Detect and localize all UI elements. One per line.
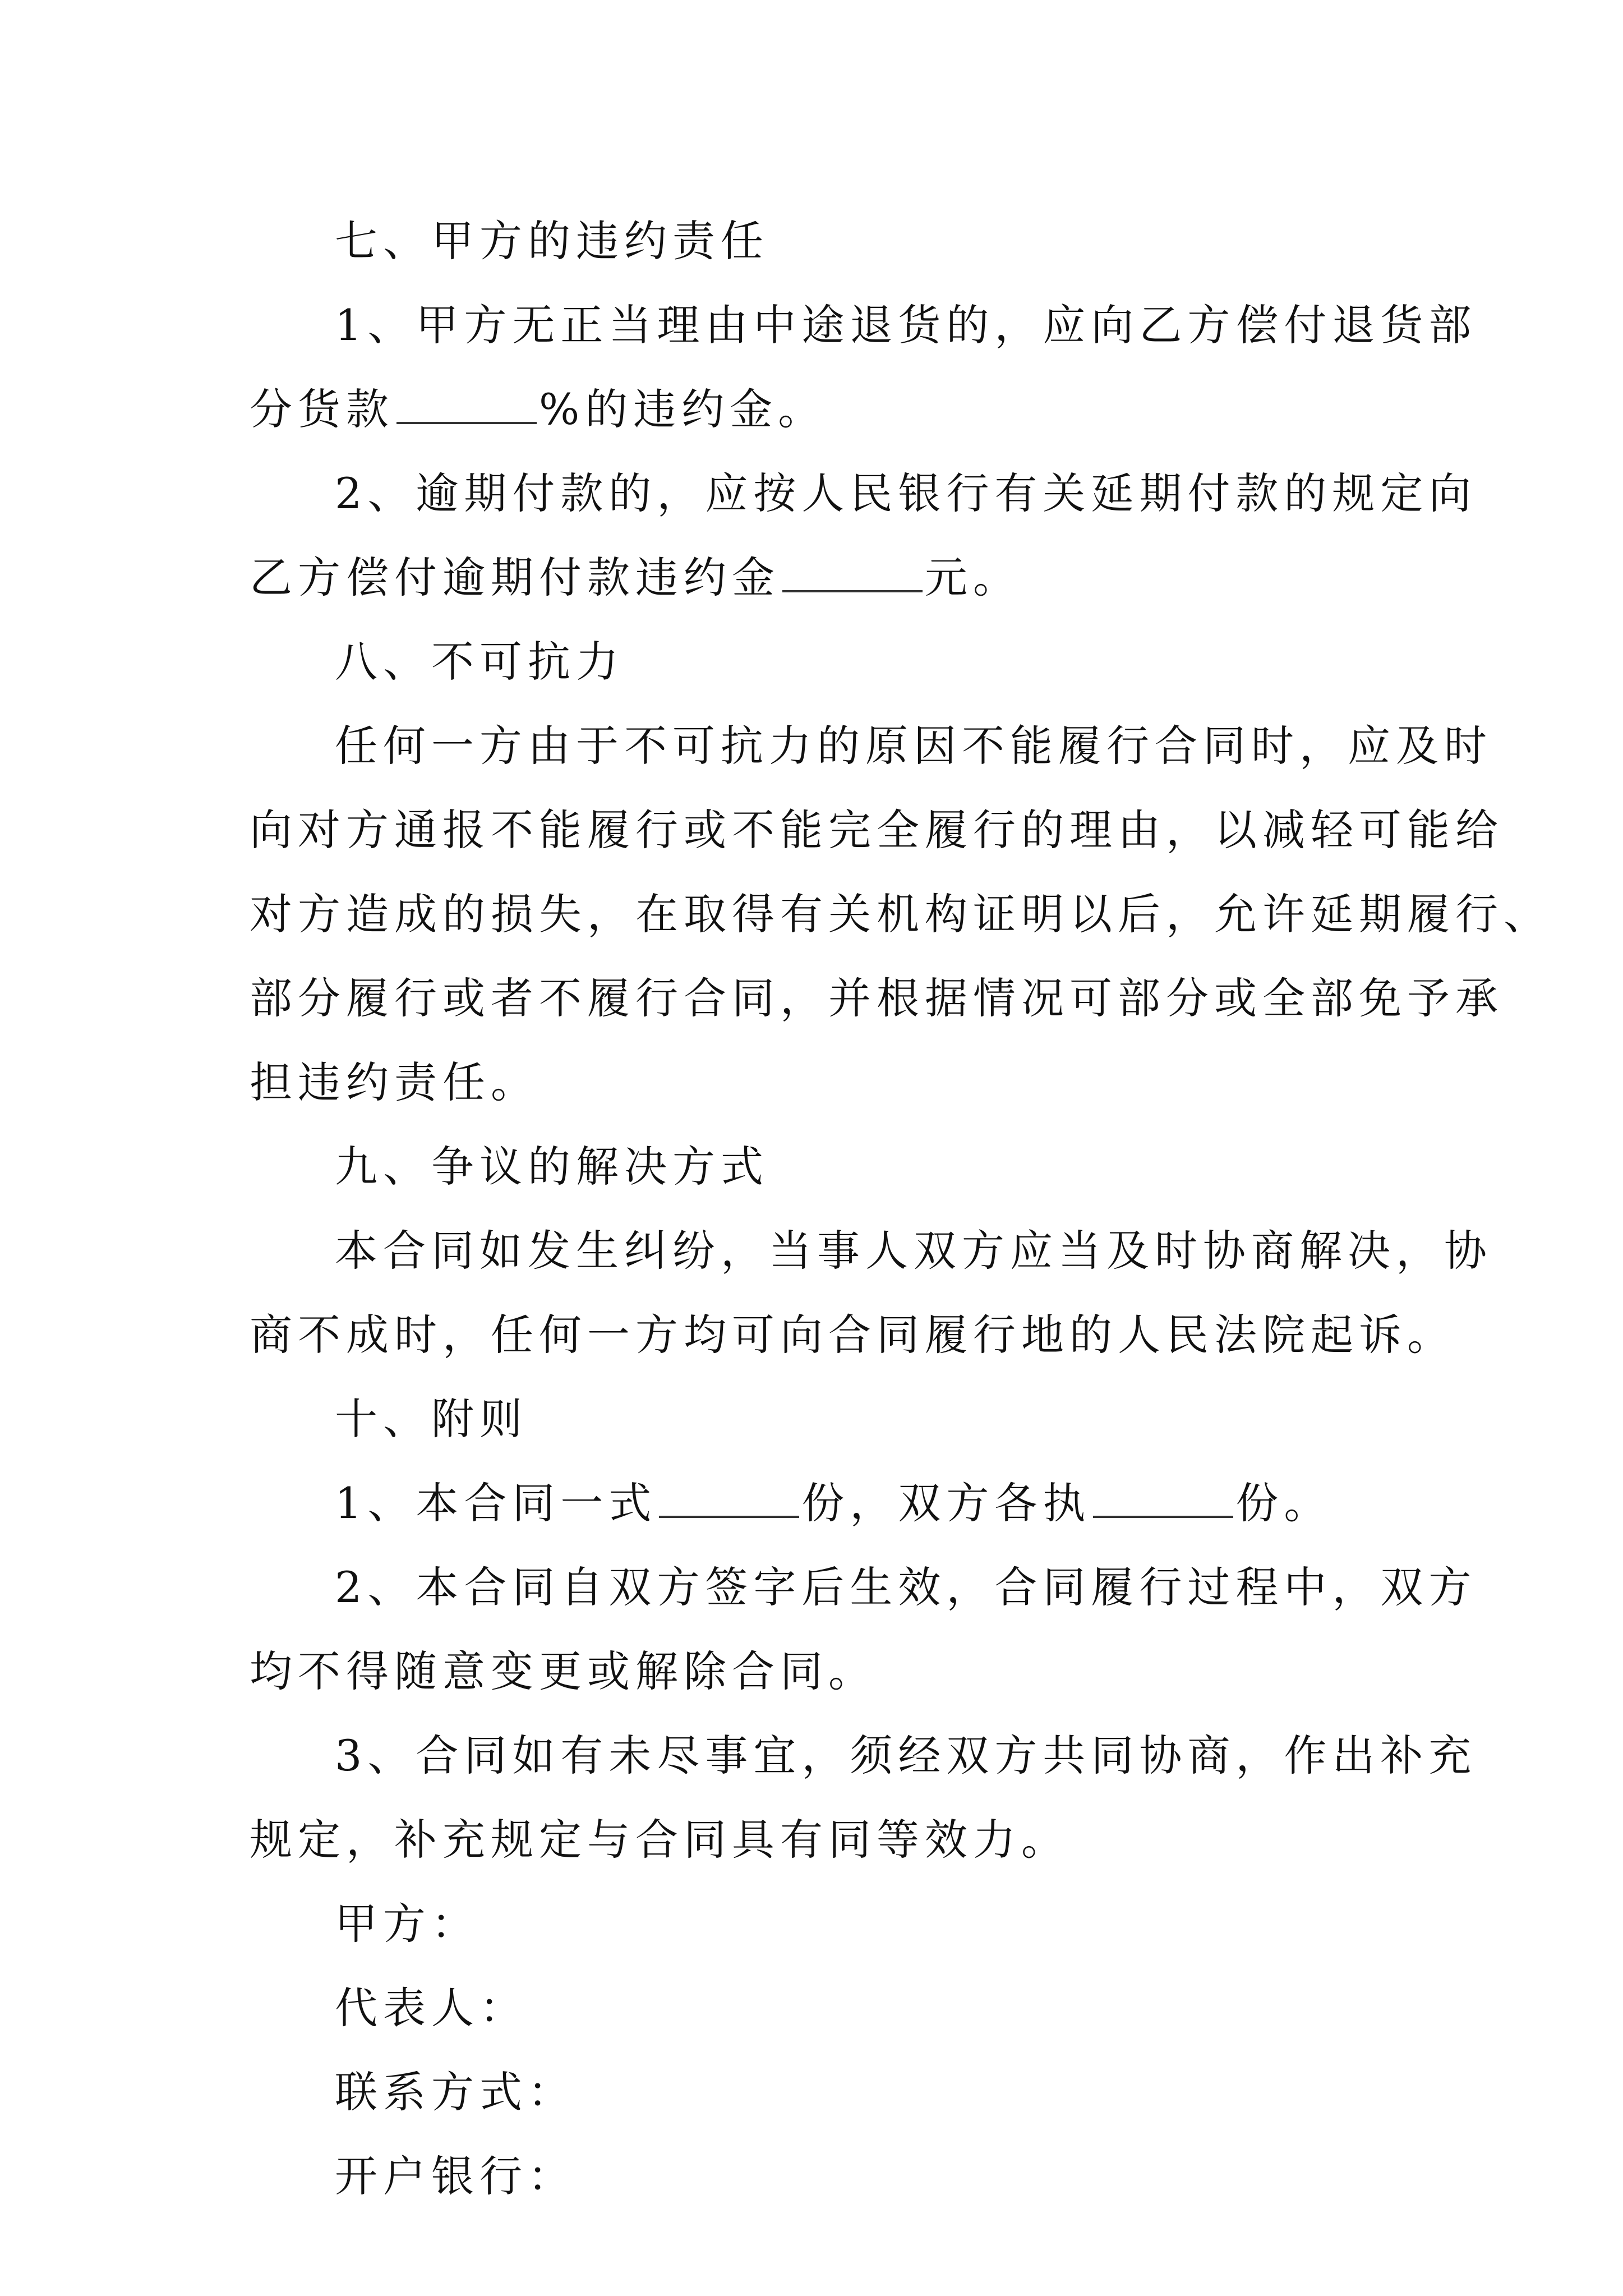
section-8-heading: 八、不可抗力 [335,637,624,687]
section-10-item-2-line-1: 2、本合同自双方签字后生效，合同履行过程中，双方 [335,1562,1477,1612]
signature-bank: 开户银行： [335,2151,576,2201]
section-7-item-2-text-post: 元。 [925,553,1021,602]
section-7-item-1-text-pre: 分货款 [250,384,394,434]
section-10-item-1-text-mid: 份，双方各执 [801,1478,1091,1528]
section-7-item-1-line-1: 1、甲方无正当理由中途退货的，应向乙方偿付退货部 [335,300,1477,350]
copies-each-blank [1093,1482,1233,1518]
section-8-line-2: 向对方通报不能履行或不能完全履行的理由，以减轻可能给 [250,805,1504,855]
section-10-item-1-text-pre: 1、本合同一式 [335,1478,657,1528]
section-10-item-1 [250,1461,1391,1545]
section-7-item-1-line-2 [250,367,1391,452]
section-9-heading: 九、争议的解决方式 [335,1142,769,1191]
copies-total-blank [659,1482,799,1518]
section-8-line-1: 任何一方由于不可抗力的原因不能履行合同时，应及时 [335,721,1492,771]
section-10-item-3-line-1: 3、合同如有未尽事宜，须经双方共同协商，作出补充 [335,1731,1477,1780]
section-8-line-3: 对方造成的损失，在取得有关机构证明以后，允许延期履行、 [250,889,1552,939]
section-10-item-3-line-2: 规定，补充规定与合同具有同等效力。 [250,1815,1069,1865]
section-7-item-2-line-2 [250,536,1391,620]
signature-party-a: 甲方： [335,1899,479,1949]
penalty-percent-blank [396,388,537,424]
section-8-line-4: 部分履行或者不履行合同，并根据情况可部分或全部免予承 [250,973,1504,1023]
section-7-heading: 七、甲方的违约责任 [335,216,769,266]
section-10-item-1-text-post: 份。 [1235,1478,1332,1528]
section-8-line-5: 担违约责任。 [250,1057,539,1107]
section-9-line-2: 商不成时，任何一方均可向合同履行地的人民法院起诉。 [250,1310,1455,1360]
signature-contact: 联系方式： [335,2067,576,2117]
section-9-line-1: 本合同如发生纠纷，当事人双方应当及时协商解决，协 [335,1226,1492,1276]
late-payment-amount-blank [782,556,923,592]
section-10-heading: 十、附则 [335,1394,528,1444]
section-10-item-2-line-2: 均不得随意变更或解除合同。 [250,1646,877,1696]
section-7-item-2-line-1: 2、逾期付款的，应按人民银行有关延期付款的规定向 [335,468,1477,518]
document-page [250,199,1552,2219]
section-7-item-1-text-post: %的违约金。 [539,384,827,434]
section-7-item-2-text-pre: 乙方偿付逾期付款违约金 [250,553,780,602]
signature-representative: 代表人： [335,1983,528,2033]
